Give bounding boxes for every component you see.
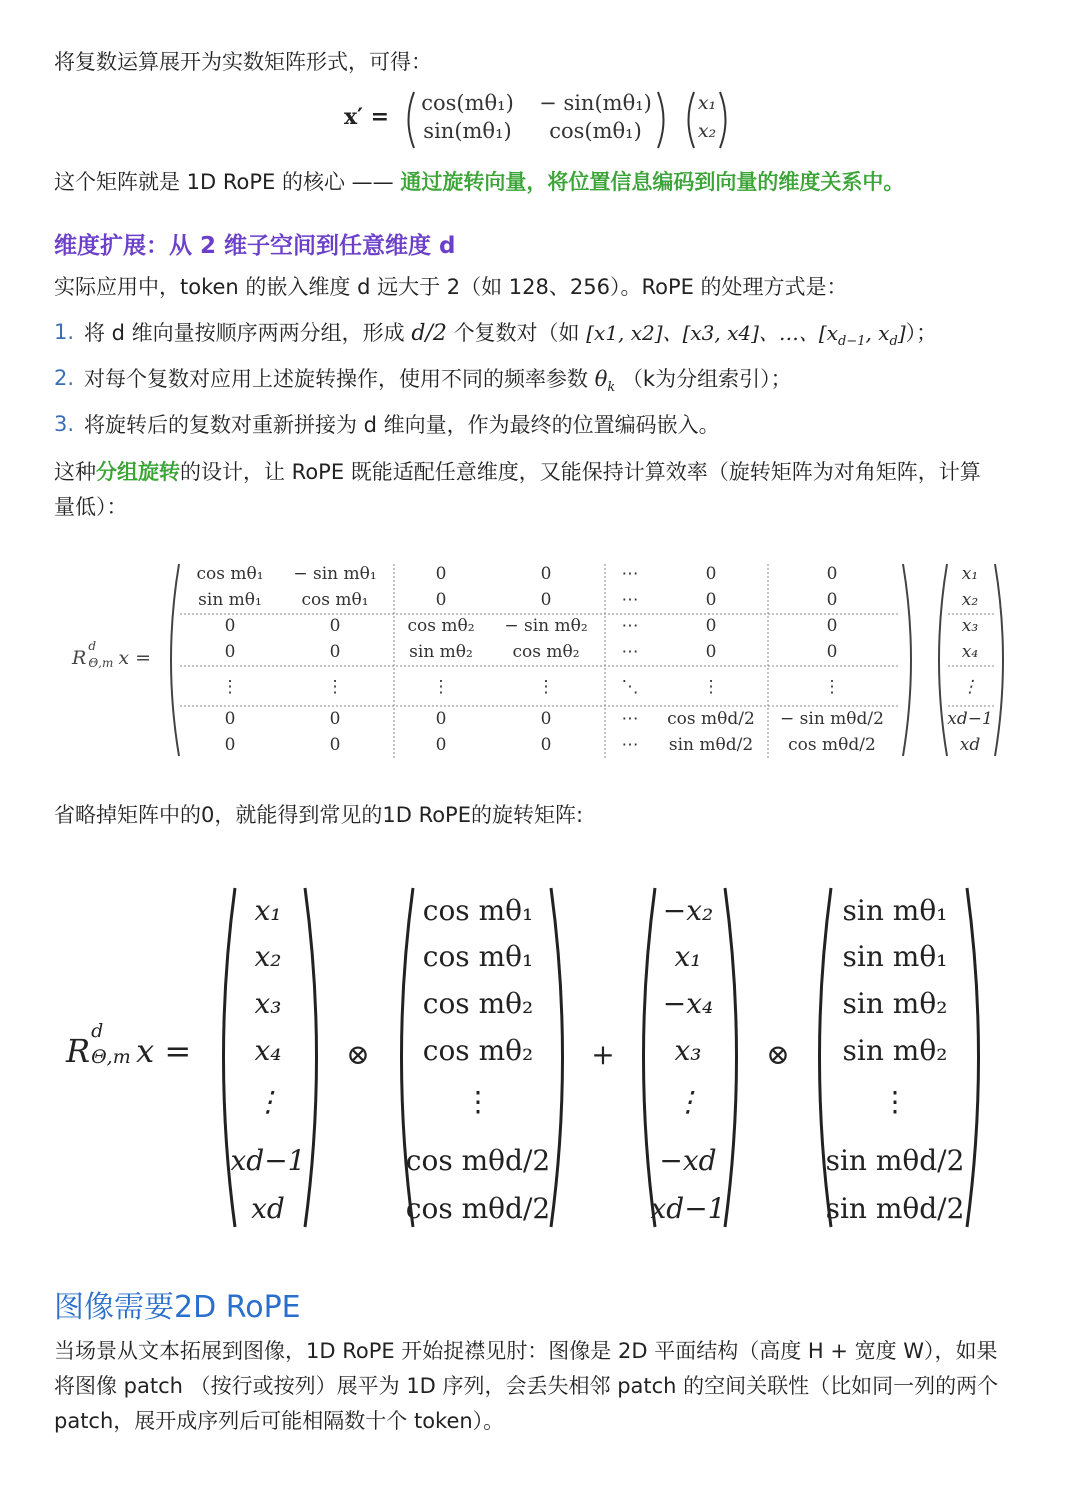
big-v4-entry: sin mθ₂ <box>842 987 948 1020</box>
block-vector-entry: xd−1 <box>947 709 993 729</box>
core-sentence-highlight: 通过旋转向量，将位置信息编码到向量的维度关系中。 <box>400 170 905 194</box>
block-cell-r6-c2: 0 <box>329 709 341 729</box>
big-v2-entry: cos mθ₁ <box>422 940 534 973</box>
big-v4-entry: sin mθd/2 <box>825 1192 965 1225</box>
block-cell-r2-c5: ⋯ <box>621 590 639 610</box>
section-dim-intro: 实际应用中，token 的嵌入维度 d 远大于 2（如 128、256）。RoPE 的处理方式是： <box>54 275 848 299</box>
block-cell-r5-c7: ⋮ <box>823 677 841 697</box>
step2-math-theta-sym: θ <box>594 367 608 391</box>
block-cell-r4-c3: sin mθ₂ <box>409 642 473 662</box>
omit-text: 省略掉矩阵中的0，就能得到常见的1D RoPE的旋转矩阵: <box>54 803 584 827</box>
block-vector-entry: xd <box>959 735 981 755</box>
big-v1-entry: xd−1 <box>230 1144 306 1177</box>
block-cell-r5-c2: ⋮ <box>326 677 344 697</box>
block-cell-r2-c1: sin mθ₁ <box>198 590 262 610</box>
section-heading-dim: 维度扩展：从 2 维子空间到任意维度 d <box>54 233 456 259</box>
big-v4-entry: sin mθd/2 <box>825 1144 965 1177</box>
step1-math-d2: d/2 <box>411 321 447 346</box>
block-cell-r3-c7: 0 <box>826 616 838 636</box>
block-lhs-tail: x = <box>118 647 151 669</box>
block-cell-r7-c2: 0 <box>329 735 341 755</box>
block-cell-r6-c5: ⋯ <box>621 709 639 729</box>
step2-math-sub: k <box>607 380 616 396</box>
block-cell-r5-c4: ⋮ <box>537 677 555 697</box>
big-v1-entry: x₃ <box>254 987 282 1020</box>
big-lhs <box>66 1020 192 1070</box>
block-cell-r4-c2: 0 <box>329 642 341 662</box>
design-paragraph-line2: 量低）： <box>54 495 128 519</box>
big-lhs-tail: x = <box>136 1032 192 1070</box>
op-otimes-2: ⊗ <box>766 1038 790 1071</box>
formula1-m21: sin(mθ₁) <box>423 119 512 143</box>
block-cell-r2-c4: 0 <box>540 590 552 610</box>
formula1-m12: − sin(mθ₁) <box>539 91 652 115</box>
step1-math-pairs-c: ] <box>897 321 906 345</box>
block-lhs-sup: d <box>88 639 96 653</box>
big-v3-entry: −xd <box>659 1144 717 1177</box>
block-cell-r5-c5: ⋱ <box>621 677 639 697</box>
formula1-m22: cos(mθ₁) <box>549 119 642 143</box>
step1-text-b: 个复数对（如 <box>453 321 580 345</box>
block-cell-r4-c4: cos mθ₂ <box>512 642 580 662</box>
block-cell-r7-c7: cos mθd/2 <box>788 735 876 755</box>
big-v1-entry: x₁ <box>254 894 282 927</box>
big-v4-entry: sin mθ₁ <box>842 894 948 927</box>
block-cell-r5-c1: ⋮ <box>221 677 239 697</box>
big-v3-entry: ⋮ <box>674 1085 702 1118</box>
block-cell-r6-c6: cos mθd/2 <box>667 709 755 729</box>
block-cell-r1-c4: 0 <box>540 564 552 584</box>
step1-math-pairs-b: , x <box>865 321 890 345</box>
big-v2-entry: cos mθ₂ <box>422 987 534 1020</box>
big-v1-entry: xd <box>251 1192 285 1225</box>
formula1-v1: x₁ <box>697 92 717 114</box>
op-otimes-1: ⊗ <box>346 1038 370 1071</box>
big-lhs-r: R <box>66 1032 91 1070</box>
block-lhs-sub: Θ,m <box>88 656 114 670</box>
block-vector-entry: x₁ <box>961 564 979 584</box>
block-cell-r6-c4: 0 <box>540 709 552 729</box>
block-cell-r2-c7: 0 <box>826 590 838 610</box>
formula1-v2: x₂ <box>697 120 717 142</box>
step-number: 3. <box>54 412 75 436</box>
big-v2-entry: cos mθd/2 <box>405 1192 551 1225</box>
big-v1-entry: ⋮ <box>254 1085 282 1118</box>
step1-text-c: ）； <box>905 321 938 345</box>
design-highlight: 分组旋转 <box>96 460 180 484</box>
block-cell-r1-c1: cos mθ₁ <box>196 564 264 584</box>
big-v3-entry: x₁ <box>674 940 702 973</box>
block-lhs-r: R <box>72 647 87 669</box>
core-sentence-prefix: 这个矩阵就是 1D RoPE 的核心 —— <box>54 170 401 194</box>
block-cell-r1-c5: ⋯ <box>621 564 639 584</box>
big-v3-entry: x₃ <box>674 1034 702 1067</box>
step-number: 1. <box>54 320 75 344</box>
block-cell-r7-c5: ⋯ <box>621 735 639 755</box>
section-heading-2d: 图像需要2D RoPE <box>54 1290 301 1325</box>
step2-text-b: （k为分组索引）； <box>621 367 792 391</box>
op-plus: + <box>591 1038 615 1071</box>
block-cell-r5-c6: ⋮ <box>702 677 720 697</box>
block-cell-r6-c3: 0 <box>435 709 447 729</box>
big-v2-entry: cos mθd/2 <box>405 1144 551 1177</box>
big-v1-entry: x₄ <box>254 1034 282 1067</box>
block-cell-r7-c6: sin mθd/2 <box>668 735 754 755</box>
step1-math-sub2: d <box>889 334 898 349</box>
block-cell-r5-c3: ⋮ <box>432 677 450 697</box>
block-cell-r3-c5: ⋯ <box>621 616 639 636</box>
big-lhs-sub: Θ,m <box>91 1046 131 1068</box>
block-cell-r7-c3: 0 <box>435 735 447 755</box>
step1-math-pairs-a: [x1, x2]、[x3, x4]、…、[x <box>586 321 838 345</box>
block-vector-entry: x₂ <box>961 590 979 610</box>
block-cell-r1-c3: 0 <box>435 564 447 584</box>
block-cell-r1-c6: 0 <box>705 564 717 584</box>
step-number: 2. <box>54 366 75 390</box>
block-cell-r2-c3: 0 <box>435 590 447 610</box>
block-cell-r6-c7: − sin mθd/2 <box>780 709 884 729</box>
big-v3-entry: −x₄ <box>662 987 714 1020</box>
step2-text-a: 对每个复数对应用上述旋转操作，使用不同的频率参数 <box>84 367 588 391</box>
block-cell-r4-c5: ⋯ <box>621 642 639 662</box>
block-cell-r3-c1: 0 <box>224 616 236 636</box>
block-cell-r2-c6: 0 <box>705 590 717 610</box>
section-2d-line3: patch，展开成序列后可能相隔数十个 token）。 <box>54 1409 505 1433</box>
block-vector-entry: ⋮ <box>961 677 979 697</box>
step3-text: 将旋转后的复数对重新拼接为 d 维向量，作为最终的位置编码嵌入。 <box>84 413 720 437</box>
step1-text-a: 将 d 维向量按顺序两两分组，形成 <box>84 321 405 345</box>
big-v2-entry: cos mθ₂ <box>422 1034 534 1067</box>
block-cell-r4-c6: 0 <box>705 642 717 662</box>
block-cell-r3-c2: 0 <box>329 616 341 636</box>
big-lhs-sup: d <box>91 1020 104 1042</box>
block-cell-r3-c4: − sin mθ₂ <box>504 616 588 636</box>
block-cell-r3-c3: cos mθ₂ <box>407 616 475 636</box>
intro-text: 将复数运算展开为实数矩阵形式，可得： <box>54 50 432 74</box>
big-v2-entry: cos mθ₁ <box>422 894 534 927</box>
section-2d-line1: 当场景从文本拓展到图像，1D RoPE 开始捉襟见肘：图像是 2D 平面结构（高度 H + 宽度 W），如果 <box>54 1339 998 1363</box>
block-cell-r4-c7: 0 <box>826 642 838 662</box>
block-vector-entry: x₃ <box>961 616 979 636</box>
design-post1: 的设计，让 RoPE 既能适配任意维度，又能保持计算效率（旋转矩阵为对角矩阵，计算 <box>180 460 981 484</box>
block-cell-r1-c7: 0 <box>826 564 838 584</box>
big-v1-entry: x₂ <box>254 940 282 973</box>
formula1-lhs: x′ = <box>344 104 390 130</box>
big-v4-entry: ⋮ <box>881 1085 909 1118</box>
big-v4-entry: sin mθ₂ <box>842 1034 948 1067</box>
block-cell-r4-c1: 0 <box>224 642 236 662</box>
block-cell-r2-c2: cos mθ₁ <box>301 590 369 610</box>
block-cell-r1-c2: − sin mθ₁ <box>293 564 377 584</box>
block-vector-entry: x₄ <box>961 642 979 662</box>
big-v3-entry: −x₂ <box>662 894 714 927</box>
block-cell-r7-c4: 0 <box>540 735 552 755</box>
step1-math-sub: d−1 <box>838 334 866 349</box>
block-cell-r3-c6: 0 <box>705 616 717 636</box>
block-cell-r6-c1: 0 <box>224 709 236 729</box>
big-v4-entry: sin mθ₁ <box>842 940 948 973</box>
design-pre: 这种 <box>54 460 96 484</box>
block-cell-r7-c1: 0 <box>224 735 236 755</box>
big-v3-entry: xd−1 <box>650 1192 726 1225</box>
formula1-m11: cos(mθ₁) <box>421 91 514 115</box>
section-2d-line2: 将图像 patch （按行或按列）展平为 1D 序列，会丢失相邻 patch 的空间关联性（比如同一列的两个 <box>54 1374 999 1398</box>
big-v2-entry: ⋮ <box>464 1085 492 1118</box>
